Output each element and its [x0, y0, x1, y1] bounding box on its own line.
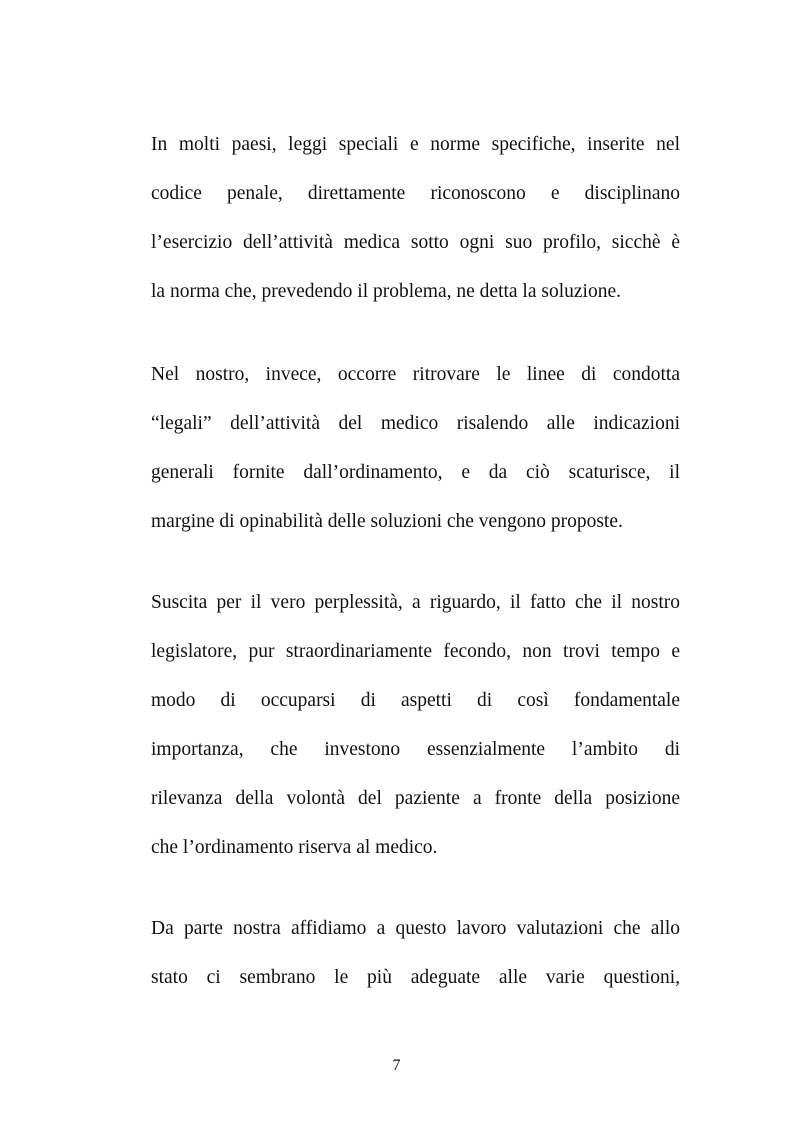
text-line: In molti paesi, leggi speciali e norme specifiche, inserite nel: [151, 134, 680, 155]
text-line: stato ci sembrano le più adeguate alle varie questioni,: [151, 967, 680, 988]
paragraph: [151, 133, 680, 329]
text-line: codice penale, direttamente riconoscono e disciplinano: [151, 183, 680, 204]
text-line: Da parte nostra affidiamo a questo lavoro valutazioni che allo: [151, 918, 680, 939]
text-line: l’esercizio dell’attività medica sotto ogni suo profilo, sicchè è: [151, 232, 680, 253]
text-line: la norma che, prevedendo il problema, ne detta la soluzione.: [151, 281, 621, 302]
text-line: modo di occuparsi di aspetti di così fondamentale: [151, 690, 680, 711]
text-line: rilevanza della volontà del paziente a fronte della posizione: [151, 788, 680, 809]
paragraph: [151, 363, 680, 559]
text-line: generali fornite dall’ordinamento, e da ciò scaturisce, il: [151, 462, 680, 483]
text-line: Suscita per il vero perplessità, a riguardo, il fatto che il nostro: [151, 592, 680, 613]
text-line: “legali” dell’attività del medico risalendo alle indicazioni: [151, 413, 680, 434]
page-number: 7: [392, 1057, 401, 1074]
text-line: margine di opinabilità delle soluzioni che vengono proposte.: [151, 511, 623, 532]
text-line: che l’ordinamento riserva al medico.: [151, 837, 438, 858]
text-line: legislatore, pur straordinariamente fecondo, non trovi tempo e: [151, 641, 680, 662]
text-line: importanza, che investono essenzialmente l’ambito di: [151, 739, 680, 760]
paragraph: [151, 591, 680, 885]
paragraph: [151, 917, 680, 1015]
text-line: Nel nostro, invece, occorre ritrovare le linee di condotta: [151, 364, 680, 385]
